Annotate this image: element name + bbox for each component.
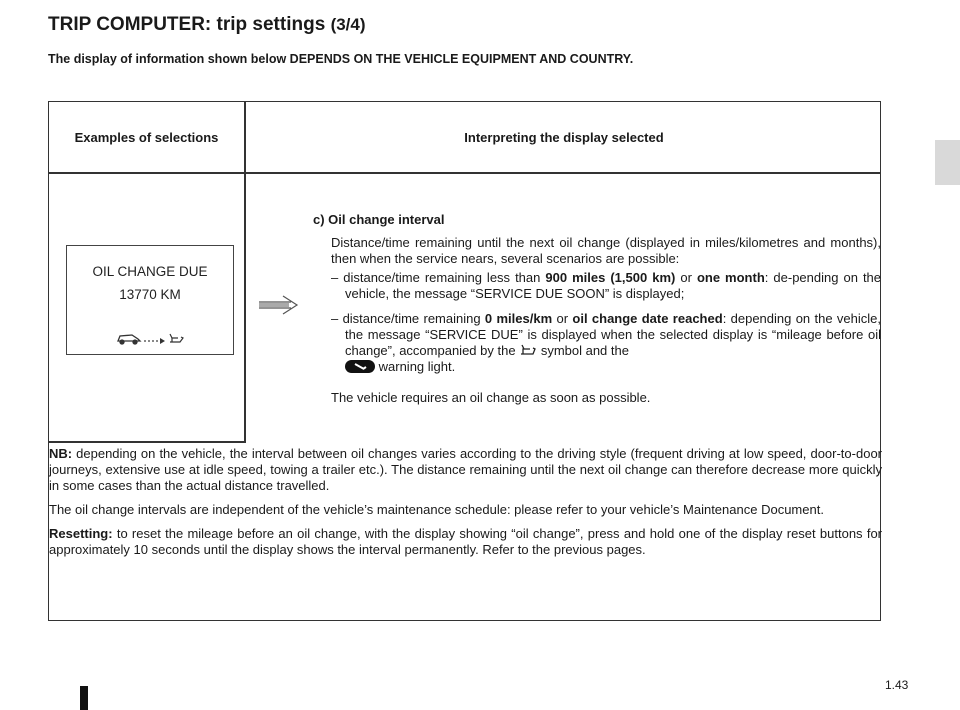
- wrench-warning-icon: [345, 360, 375, 373]
- reset-text: to reset the mileage before an oil change, with the display showing “oil change”, press and hold one of the display reset buttons for approximately 10 seconds until the display shows the interval permanently. Refer to the previous pages.: [49, 526, 882, 557]
- display-icons: [67, 329, 233, 347]
- display-line-1: OIL CHANGE DUE: [92, 264, 208, 279]
- title-text: TRIP COMPUTER: trip settings: [48, 14, 326, 35]
- threshold-time: one month: [696, 270, 765, 285]
- column-header-left: Examples of selections: [74, 130, 219, 145]
- double-arrow-icon: [257, 293, 301, 317]
- dashboard-display-example: [66, 245, 234, 355]
- section-tab: [935, 140, 960, 185]
- oil-change-icon: [519, 343, 537, 357]
- scenario-due-end: warning light.: [378, 359, 456, 374]
- header-divider: [49, 172, 880, 174]
- reset-note: [49, 526, 882, 558]
- car-icon: [118, 335, 140, 344]
- page-number: 1.43: [885, 678, 909, 692]
- page-subtitle: The display of information shown below DEPENDS ON THE VEHICLE EQUIPMENT AND COUNTRY.: [48, 52, 634, 66]
- scenario-due-mid: or: [552, 311, 573, 326]
- zero-threshold: 0 miles/km: [484, 311, 553, 326]
- scenario-soon-mid: or: [675, 270, 697, 285]
- content-panel: [48, 101, 881, 621]
- title-part: (3/4): [330, 15, 366, 34]
- oil-can-icon: [170, 334, 183, 342]
- scenario-due-pre: – distance/time remaining: [331, 311, 485, 326]
- threshold-distance: 900 miles (1,500 km): [545, 270, 676, 285]
- section-intro: Distance/time remaining until the next oil change (displayed in miles/kilometres and months), then when the service nears, several scenarios are possible:: [331, 235, 881, 266]
- display-line-2: 13770 KM: [119, 287, 181, 302]
- maintenance-note: The oil change intervals are independent of the vehicle’s maintenance schedule: please refer to your vehicle’s Maintenance Document.: [49, 502, 824, 517]
- nb-label: NB:: [49, 446, 73, 461]
- section-title: c) Oil change interval: [313, 212, 445, 227]
- scenario-due: [331, 311, 881, 375]
- dotted-arrow-icon: [144, 338, 165, 344]
- page-title: [48, 14, 366, 36]
- column-divider: [244, 102, 246, 442]
- scenario-soon: [331, 270, 881, 302]
- reset-label: Resetting:: [49, 526, 113, 541]
- column-header-right: Interpreting the display selected: [464, 130, 664, 145]
- scenario-due-post: : depending on the vehicle, the message “SERVICE DUE” is displayed when the selected display is “mileage before oil change”, accompanied by the: [345, 311, 881, 358]
- scenario-due-post-2: symbol and the: [540, 343, 629, 358]
- nb-note: [49, 446, 882, 494]
- notes-block: [49, 446, 882, 566]
- corner-mark: [80, 686, 88, 710]
- date-threshold: oil change date reached: [572, 311, 723, 326]
- scenario-soon-post: : de-pending on the vehicle, the message “SERVICE DUE SOON” is displayed;: [345, 270, 882, 301]
- nb-text: depending on the vehicle, the interval between oil changes varies according to the driving style (frequent driving at low speed, door-to-door journeys, extensive use at idle speed, towing a trailer etc.). The distance remaining until the next oil change can therefore decrease more quickly in some cases than the actual distance travelled.: [49, 446, 882, 493]
- scenario-soon-pre: – distance/time remaining less than: [331, 270, 546, 285]
- section-closing: The vehicle requires an oil change as soon as possible.: [331, 390, 651, 405]
- left-cell-bottom-divider: [49, 441, 246, 443]
